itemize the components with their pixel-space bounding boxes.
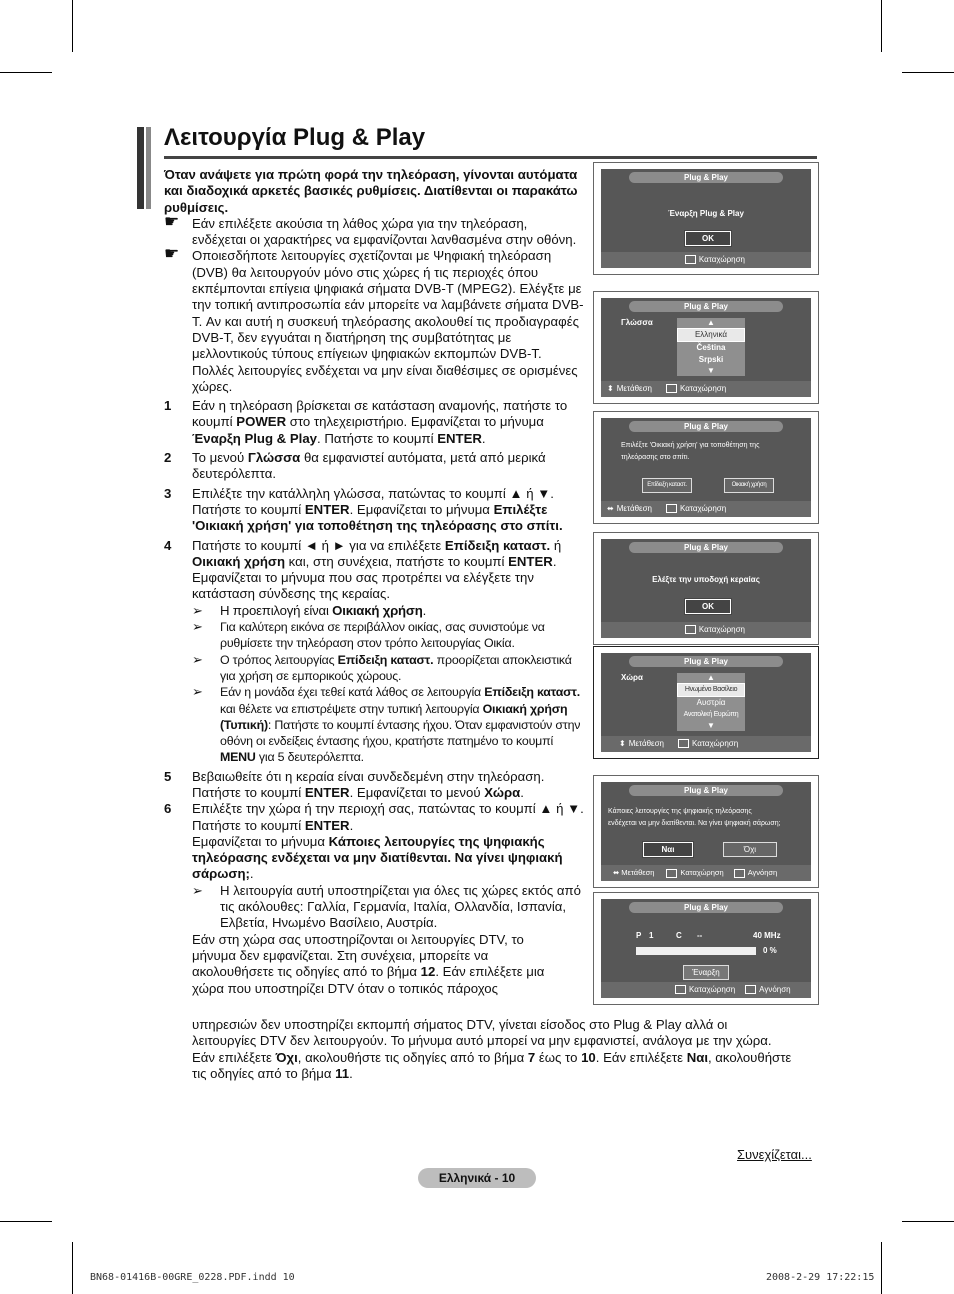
updown-icon: ⬍: [607, 384, 614, 393]
country-option[interactable]: Ηνωμένο Βασίλειο: [677, 683, 745, 697]
page-title: Λειτουργία Plug & Play: [164, 124, 426, 151]
skip-icon: [734, 869, 745, 878]
language-label: Γλώσσα: [621, 318, 653, 327]
title-accent-bars: [137, 127, 153, 209]
crop-mark: [902, 72, 954, 73]
arrow-icon: ➢: [192, 684, 203, 700]
crop-mark: [0, 72, 52, 73]
up-arrow-icon: ▲: [707, 673, 715, 682]
osd-footer: ⬍ Μετάθεση Καταχώρηση: [601, 736, 811, 752]
crop-mark: [72, 0, 73, 52]
progress-bar: [636, 947, 756, 955]
arrow-icon: ➢: [192, 602, 203, 618]
note-2: ☛ Οποιεσδήποτε λειτουργίες σχετίζονται με Ψηφιακή τηλεόραση (DVB) θα λειτουργούν μόνο στις χώρες ή τις περιοχές όπου εκπέμπονται επίγεια ψηφιακά σήματα DVB-T (MPEG2). Ελέγξτε με την τοπική αντιπροσωπία εάν μπορείτε να λαμβάνετε σήματα DVB-T. Αν και αυτή η συσκευή τηλεόρασης ακολουθεί τις προδιαγραφές DVB-T, δεν εγγυάται η διατήρηση της συμβατότητας με μελλοντικούς τύπους επίγειων ψηφιακών εκπομπών DVB-T. Πολλές λειτουργίες ενδέχεται να μην είναι διαθέσιμες σε ορισμένες χώρες.: [164, 244, 584, 394]
osd-message-line-1: Κάποιες λειτουργίες της ψηφιακής τηλεόρασης: [608, 808, 752, 815]
osd-header: Plug & Play: [629, 785, 783, 796]
channel-label: C: [676, 931, 682, 940]
osd-header: Plug & Play: [629, 902, 783, 913]
step-6: 6 Επιλέξτε την χώρα ή την περιοχή σας, πατώντας το κουμπί ▲ ή ▼. Πατήστε το κουμπί ENTER. Εμφανίζεται το μήνυμα Κάποιες λειτουργίες της ψηφιακής τηλεόρασης ενδέχεται να μην διατίθενται. Να γίνει ψηφιακή σάρωση;.: [164, 801, 584, 882]
start-button[interactable]: Έναρξη: [683, 965, 729, 980]
home-use-button[interactable]: Οικιακή χρήση: [724, 478, 774, 493]
osd-footer: Καταχώρηση Αγνόηση: [601, 982, 811, 998]
ok-button[interactable]: OK: [685, 231, 731, 246]
language-option[interactable]: Srpski: [698, 355, 724, 364]
osd-message: Έναρξη Plug & Play: [668, 209, 744, 218]
crop-mark: [881, 0, 882, 52]
no-button[interactable]: Όχι: [723, 842, 777, 857]
country-list[interactable]: [677, 673, 745, 731]
osd-footer: ⬌ Μετάθεση Καταχώρηση Αγνόηση: [601, 865, 811, 881]
frequency-readout: 40 MHz: [753, 931, 781, 940]
arrow-icon: ➢: [192, 651, 203, 667]
skip-icon: [745, 985, 756, 994]
progress-percent: 0 %: [763, 946, 777, 955]
program-label: P: [636, 931, 642, 940]
osd-footer: Καταχώρηση: [601, 252, 811, 268]
step-6-sub-1: ➢ Η λειτουργία αυτή υποστηρίζεται για όλες τις χώρες εκτός από τις ακόλουθες: Γαλλία, Γερμανία, Ιταλία, Ολλανδία, Ισπανία, Ελβετία, Ηνωμένο Βασίλειο, Αυστρία.: [192, 882, 581, 931]
down-arrow-icon: ▼: [707, 721, 715, 730]
channel-number: --: [697, 931, 703, 940]
main-text: [164, 167, 584, 997]
osd-screen-mode: [593, 411, 819, 524]
country-option[interactable]: Αυστρία: [696, 698, 726, 707]
step-4-sub-4: ➢ Εάν η μονάδα έχει τεθεί κατά λάθος σε λειτουργία Επίδειξη καταστ. και θέλετε να επιστρέψετε στην τυπική λειτουργία Οικιακή χρήση (Τυπική): Πατήστε το κουμπί έντασης ήχου. Όταν εμφανιστούν στην οθόνη οι ενδείξεις έντασης ήχου, κρατήστε πατημένο το κουμπί MENU για 5 δευτερόλεπτα.: [192, 684, 581, 765]
footer-date: 2008-2-29 17:22:15: [766, 1272, 875, 1283]
osd-screen-country: [593, 646, 819, 759]
osd-message-line-2: ενδέχεται να μην διατίθενται. Να γίνει ψηφιακή σάρωση;: [608, 820, 781, 827]
step-4-sub-2: ➢ Για καλύτερη εικόνα σε περιβάλλον οικίας, σας συνιστούμε να ρυθμίσετε την τηλεόραση στον τρόπο λειτουργίας Οικία.: [192, 619, 545, 651]
step-2: 2 Το μενού Γλώσσα θα εμφανιστεί αυτόματα, μετά από μερικά δευτερόλεπτα.: [164, 450, 546, 482]
osd-message-line-2: τηλεόρασης στο σπίτι.: [621, 454, 690, 461]
program-number: 1: [649, 931, 654, 940]
arrow-icon: ➢: [192, 882, 203, 898]
osd-header: Plug & Play: [629, 656, 783, 667]
osd-screen-dtv-scan: [593, 775, 819, 888]
crop-mark: [72, 1242, 73, 1294]
continued-link: Συνεχίζεται...: [737, 1147, 812, 1162]
crop-mark: [902, 1221, 954, 1222]
pointing-hand-icon: ☛: [164, 244, 180, 264]
osd-header: Plug & Play: [629, 301, 783, 312]
enter-icon: [666, 504, 677, 513]
enter-icon: [685, 625, 696, 634]
step-3: 3 Επιλέξτε την κατάλληλη γλώσσα, πατώντας το κουμπί ▲ ή ▼. Πατήστε το κουμπί ENTER. Εμφανίζεται το μήνυμα Επιλέξτε 'Οικιακή χρήση' για τοποθέτηση της τηλεόρασης στο σπίτι.: [164, 485, 563, 534]
up-arrow-icon: ▲: [707, 318, 715, 327]
osd-screen-language: [593, 291, 819, 404]
down-arrow-icon: ▼: [707, 366, 715, 375]
language-list[interactable]: [677, 318, 745, 376]
enter-icon: [675, 985, 686, 994]
leftright-icon: ⬌: [613, 868, 620, 877]
step-4-sub-1: ➢ Η προεπιλογή είναι Οικιακή χρήση.: [192, 602, 427, 618]
osd-screen-channel-search: [593, 892, 819, 1005]
osd-screen-start: [593, 162, 819, 275]
step-6-continuation: υπηρεσιών δεν υποστηρίζει εκπομπή σήματος DTV, γίνεται είσοδος στο Plug & Play αλλά οι λειτουργίες DTV δεν λειτουργούν. Το μήνυμα αυτό μπορεί να μην εμφανιστεί, ανάλογα με την χώρα. Εάν επιλέξετε Όχι, ακολουθήστε τις οδηγίες από το βήμα 7 έως το 10. Εάν επιλέξετε Ναι, ακολουθήστε τις οδηγίες από το βήμα 11.: [192, 1017, 792, 1081]
osd-screen-antenna: [593, 532, 819, 645]
osd-header: Plug & Play: [629, 542, 783, 553]
updown-icon: ⬍: [619, 739, 626, 748]
footer-file-info: BN68-01416B-00GRE_0228.PDF.indd 10: [90, 1272, 295, 1283]
pointing-hand-icon: ☛: [164, 211, 180, 231]
store-demo-button[interactable]: Επίδειξη καταστ.: [642, 478, 692, 493]
step-5: 5 Βεβαιωθείτε ότι η κεραία είναι συνδεδεμένη στην τηλεόραση. Πατήστε το κουμπί ENTER. Εμφανίζεται το μενού Χώρα.: [164, 768, 545, 800]
step-4-sub-3: ➢ Ο τρόπος λειτουργίας Επίδειξη καταστ. προορίζεται αποκλειστικά για χρήση σε εμπορικούς χώρους.: [192, 651, 572, 683]
note-1: ☛ Εάν επιλέξετε ακούσια τη λάθος χώρα για την τηλεόραση, ενδέχεται οι χαρακτήρες να εμφανίζονται λανθασμένα στην οθόνη.: [164, 211, 577, 248]
intro-text: Όταν ανάψετε για πρώτη φορά την τηλεόραση, γίνονται αυτόματα και διαδοχικά αρκετές βασικές ρυθμίσεις. Διατίθενται οι παρακάτω ρυθμίσεις.: [164, 167, 578, 215]
enter-icon: [666, 869, 677, 878]
enter-icon: [678, 739, 689, 748]
osd-footer: Καταχώρηση: [601, 622, 811, 638]
ok-button[interactable]: OK: [685, 599, 731, 614]
country-label: Χώρα: [621, 673, 643, 682]
leftright-icon: ⬌: [607, 504, 614, 513]
enter-icon: [666, 384, 677, 393]
osd-header: Plug & Play: [629, 172, 783, 183]
osd-message-line-1: Επιλέξτε 'Οικιακή χρήση' για τοποθέτηση της: [621, 442, 760, 449]
step-6-paragraph: Εάν στη χώρα σας υποστηρίζονται οι λειτουργίες DTV, το μήνυμα δεν εμφανίζεται. Στη συνέχεια, μπορείτε να ακολουθήσετε τις οδηγίες από το βήμα 12. Εάν επιλέξετε μια χώρα που υποστηρίζει DTV όταν ο τοπικός πάροχος: [192, 931, 545, 996]
enter-icon: [685, 255, 696, 264]
language-option[interactable]: Ελληνικά: [677, 328, 745, 342]
crop-mark: [0, 1221, 52, 1222]
crop-mark: [881, 1242, 882, 1294]
language-option[interactable]: Čeština: [696, 343, 726, 352]
step-1: 1 Εάν η τηλεόραση βρίσκεται σε κατάσταση αναμονής, πατήστε το κουμπί POWER στο τηλεχειριστήριο. Εμφανίζεται το μήνυμα Έναρξη Plug & Play. Πατήστε το κουμπί ENTER.: [164, 398, 568, 446]
osd-footer: ⬌ Μετάθεση Καταχώρηση: [601, 501, 811, 517]
page-number-badge: Ελληνικά - 10: [418, 1168, 536, 1188]
osd-footer: ⬍ Μετάθεση Καταχώρηση: [601, 381, 811, 397]
country-option[interactable]: Ανατολική Ευρώπη: [683, 711, 739, 718]
osd-message: Ελέξτε την υποδοχή κεραίας: [652, 575, 760, 584]
arrow-icon: ➢: [192, 619, 203, 635]
yes-button[interactable]: Ναι: [643, 842, 693, 857]
title-rule: [164, 156, 817, 159]
osd-header: Plug & Play: [629, 421, 783, 432]
step-4: 4 Πατήστε το κουμπί ◄ ή ► για να επιλέξετε Επίδειξη καταστ. ή Οικιακή χρήση και, στη συνέχεια, πατήστε το κουμπί ENTER. Εμφανίζεται το μήνυμα που σας προτρέπει να ελέγξετε την κατάσταση σύνδεσης της κεραίας.: [164, 537, 562, 602]
